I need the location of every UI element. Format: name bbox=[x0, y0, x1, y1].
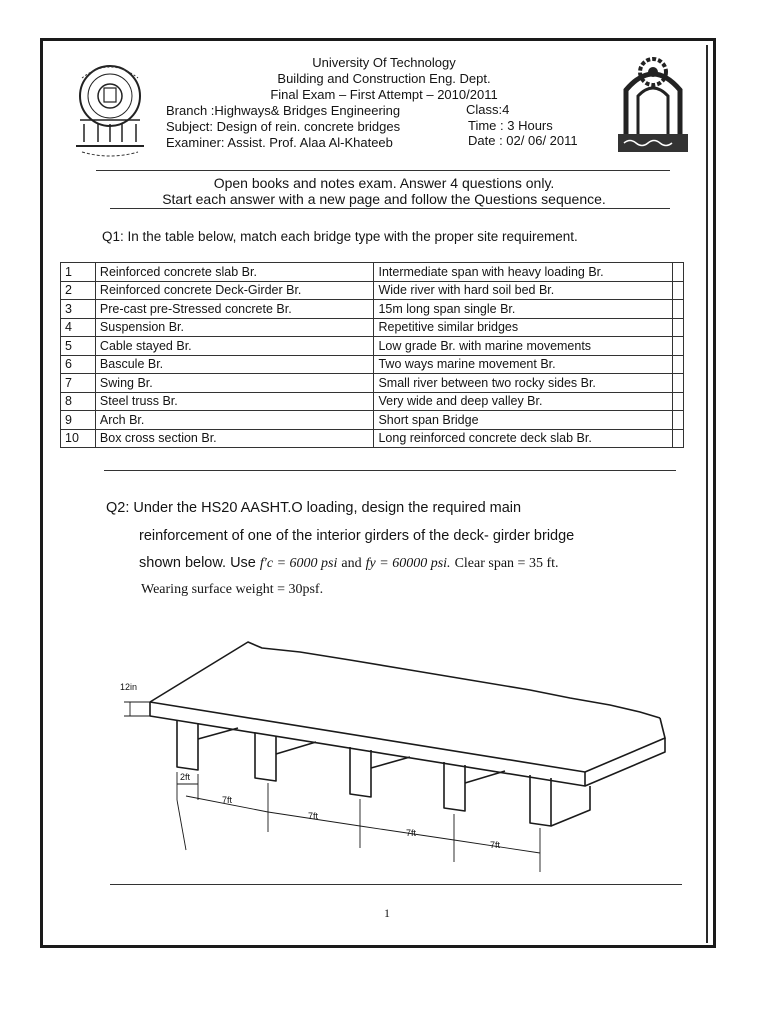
instruction-line-2: Start each answer with a new page and follow the Questions sequence. bbox=[162, 191, 606, 207]
row-number: 6 bbox=[61, 355, 96, 374]
girder-3 bbox=[350, 747, 371, 797]
deck-front-face bbox=[150, 702, 585, 786]
spacing-label-1: 7ft bbox=[222, 795, 233, 805]
deck-far-edge bbox=[150, 642, 660, 718]
q1-prompt: Q1: In the table below, match each bridge type with the proper site requirement. bbox=[102, 229, 578, 244]
exam-title: Final Exam – First Attempt – 2010/2011 bbox=[270, 87, 498, 102]
bridge-type-cell: Box cross section Br. bbox=[95, 429, 374, 448]
q2-fc: f′c = 6000 psi bbox=[259, 556, 338, 571]
slab-dim-ext bbox=[124, 702, 150, 716]
spacing-label-3: 7ft bbox=[406, 828, 417, 838]
spacing-label-4: 7ft bbox=[490, 840, 501, 850]
row-number: 10 bbox=[61, 429, 96, 448]
girder-4-shadow bbox=[465, 771, 505, 783]
site-requirement-cell: Low grade Br. with marine movements bbox=[374, 337, 673, 356]
bridge-type-cell: Arch Br. bbox=[95, 411, 374, 430]
q2-and: and bbox=[341, 556, 362, 571]
site-requirement-cell: Two ways marine movement Br. bbox=[374, 355, 673, 374]
q2-use-text: shown below. Use bbox=[139, 555, 256, 571]
slab-thickness-label: 12in bbox=[120, 682, 138, 692]
department-name: Building and Construction Eng. Dept. bbox=[277, 71, 491, 86]
girder-5 bbox=[530, 775, 551, 826]
site-requirement-cell: 15m long span single Br. bbox=[374, 300, 673, 319]
footer-rule bbox=[110, 884, 682, 885]
row-number: 4 bbox=[61, 318, 96, 337]
row-number: 9 bbox=[61, 411, 96, 430]
bridge-type-cell: Reinforced concrete slab Br. bbox=[95, 263, 374, 282]
q2-line-4: Wearing surface weight = 30psf. bbox=[141, 582, 324, 597]
site-requirement-cell: Very wide and deep valley Br. bbox=[374, 392, 673, 411]
class-label: Class:4 bbox=[466, 102, 510, 117]
bridge-type-cell: Suspension Br. bbox=[95, 318, 374, 337]
row-number: 5 bbox=[61, 337, 96, 356]
q2-fy: fy = 60000 psi. bbox=[365, 556, 451, 571]
q2-clear-span: Clear span = 35 ft. bbox=[454, 556, 559, 571]
row-number: 8 bbox=[61, 392, 96, 411]
spacing-ext-lines bbox=[268, 783, 540, 872]
site-requirement-cell: Long reinforced concrete deck slab Br. bbox=[374, 429, 673, 448]
deck-top-edges bbox=[150, 702, 665, 772]
examiner-label: Examiner: Assist. Prof. Alaa Al-Khateeb bbox=[166, 135, 393, 150]
girder-4 bbox=[444, 762, 465, 811]
row-number: 7 bbox=[61, 374, 96, 393]
spacing-label-2: 7ft bbox=[308, 811, 319, 821]
site-requirement-cell: Wide river with hard soil bed Br. bbox=[374, 281, 673, 300]
girder-1-shadow bbox=[198, 728, 238, 739]
time-label: Time : 3 Hours bbox=[468, 118, 553, 133]
date-label: Date : 02/ 06/ 2011 bbox=[468, 133, 578, 148]
site-requirement-cell: Intermediate span with heavy loading Br. bbox=[374, 263, 673, 282]
q2-line-2: reinforcement of one of the interior girders of the deck- girder bridge bbox=[139, 528, 575, 544]
site-requirement-cell: Small river between two rocky sides Br. bbox=[374, 374, 673, 393]
site-requirement-cell: Short span Bridge bbox=[374, 411, 673, 430]
girder-3-shadow bbox=[371, 757, 410, 768]
bridge-type-cell: Bascule Br. bbox=[95, 355, 374, 374]
girder-2 bbox=[255, 733, 276, 781]
page-number: 1 bbox=[384, 906, 390, 920]
instruction-line-1: Open books and notes exam. Answer 4 questions only. bbox=[213, 175, 555, 191]
site-requirement-cell: Repetitive similar bridges bbox=[374, 318, 673, 337]
row-number: 3 bbox=[61, 300, 96, 319]
girder-1 bbox=[177, 720, 198, 770]
subject-label: Subject: Design of rein. concrete bridges bbox=[166, 119, 401, 134]
branch-label: Branch :Highways& Bridges Engineering bbox=[166, 103, 401, 118]
bridge-type-cell: Reinforced concrete Deck-Girder Br. bbox=[95, 281, 374, 300]
row-number: 2 bbox=[61, 281, 96, 300]
girder-5-side bbox=[551, 786, 590, 826]
row-number: 1 bbox=[61, 263, 96, 282]
bridge-type-cell: Steel truss Br. bbox=[95, 392, 374, 411]
bridge-type-cell: Swing Br. bbox=[95, 374, 374, 393]
bridge-type-cell: Pre-cast pre-Stressed concrete Br. bbox=[95, 300, 374, 319]
ext-1 bbox=[177, 800, 186, 850]
bridge-type-cell: Cable stayed Br. bbox=[95, 337, 374, 356]
deck-side-face bbox=[585, 738, 665, 786]
web-width-label: 2ft bbox=[180, 772, 191, 782]
university-name: University Of Technology bbox=[312, 55, 456, 70]
q2-line-1: Q2: Under the HS20 AASHT.O loading, design the required main bbox=[106, 500, 522, 516]
girder-2-shadow bbox=[276, 742, 316, 754]
